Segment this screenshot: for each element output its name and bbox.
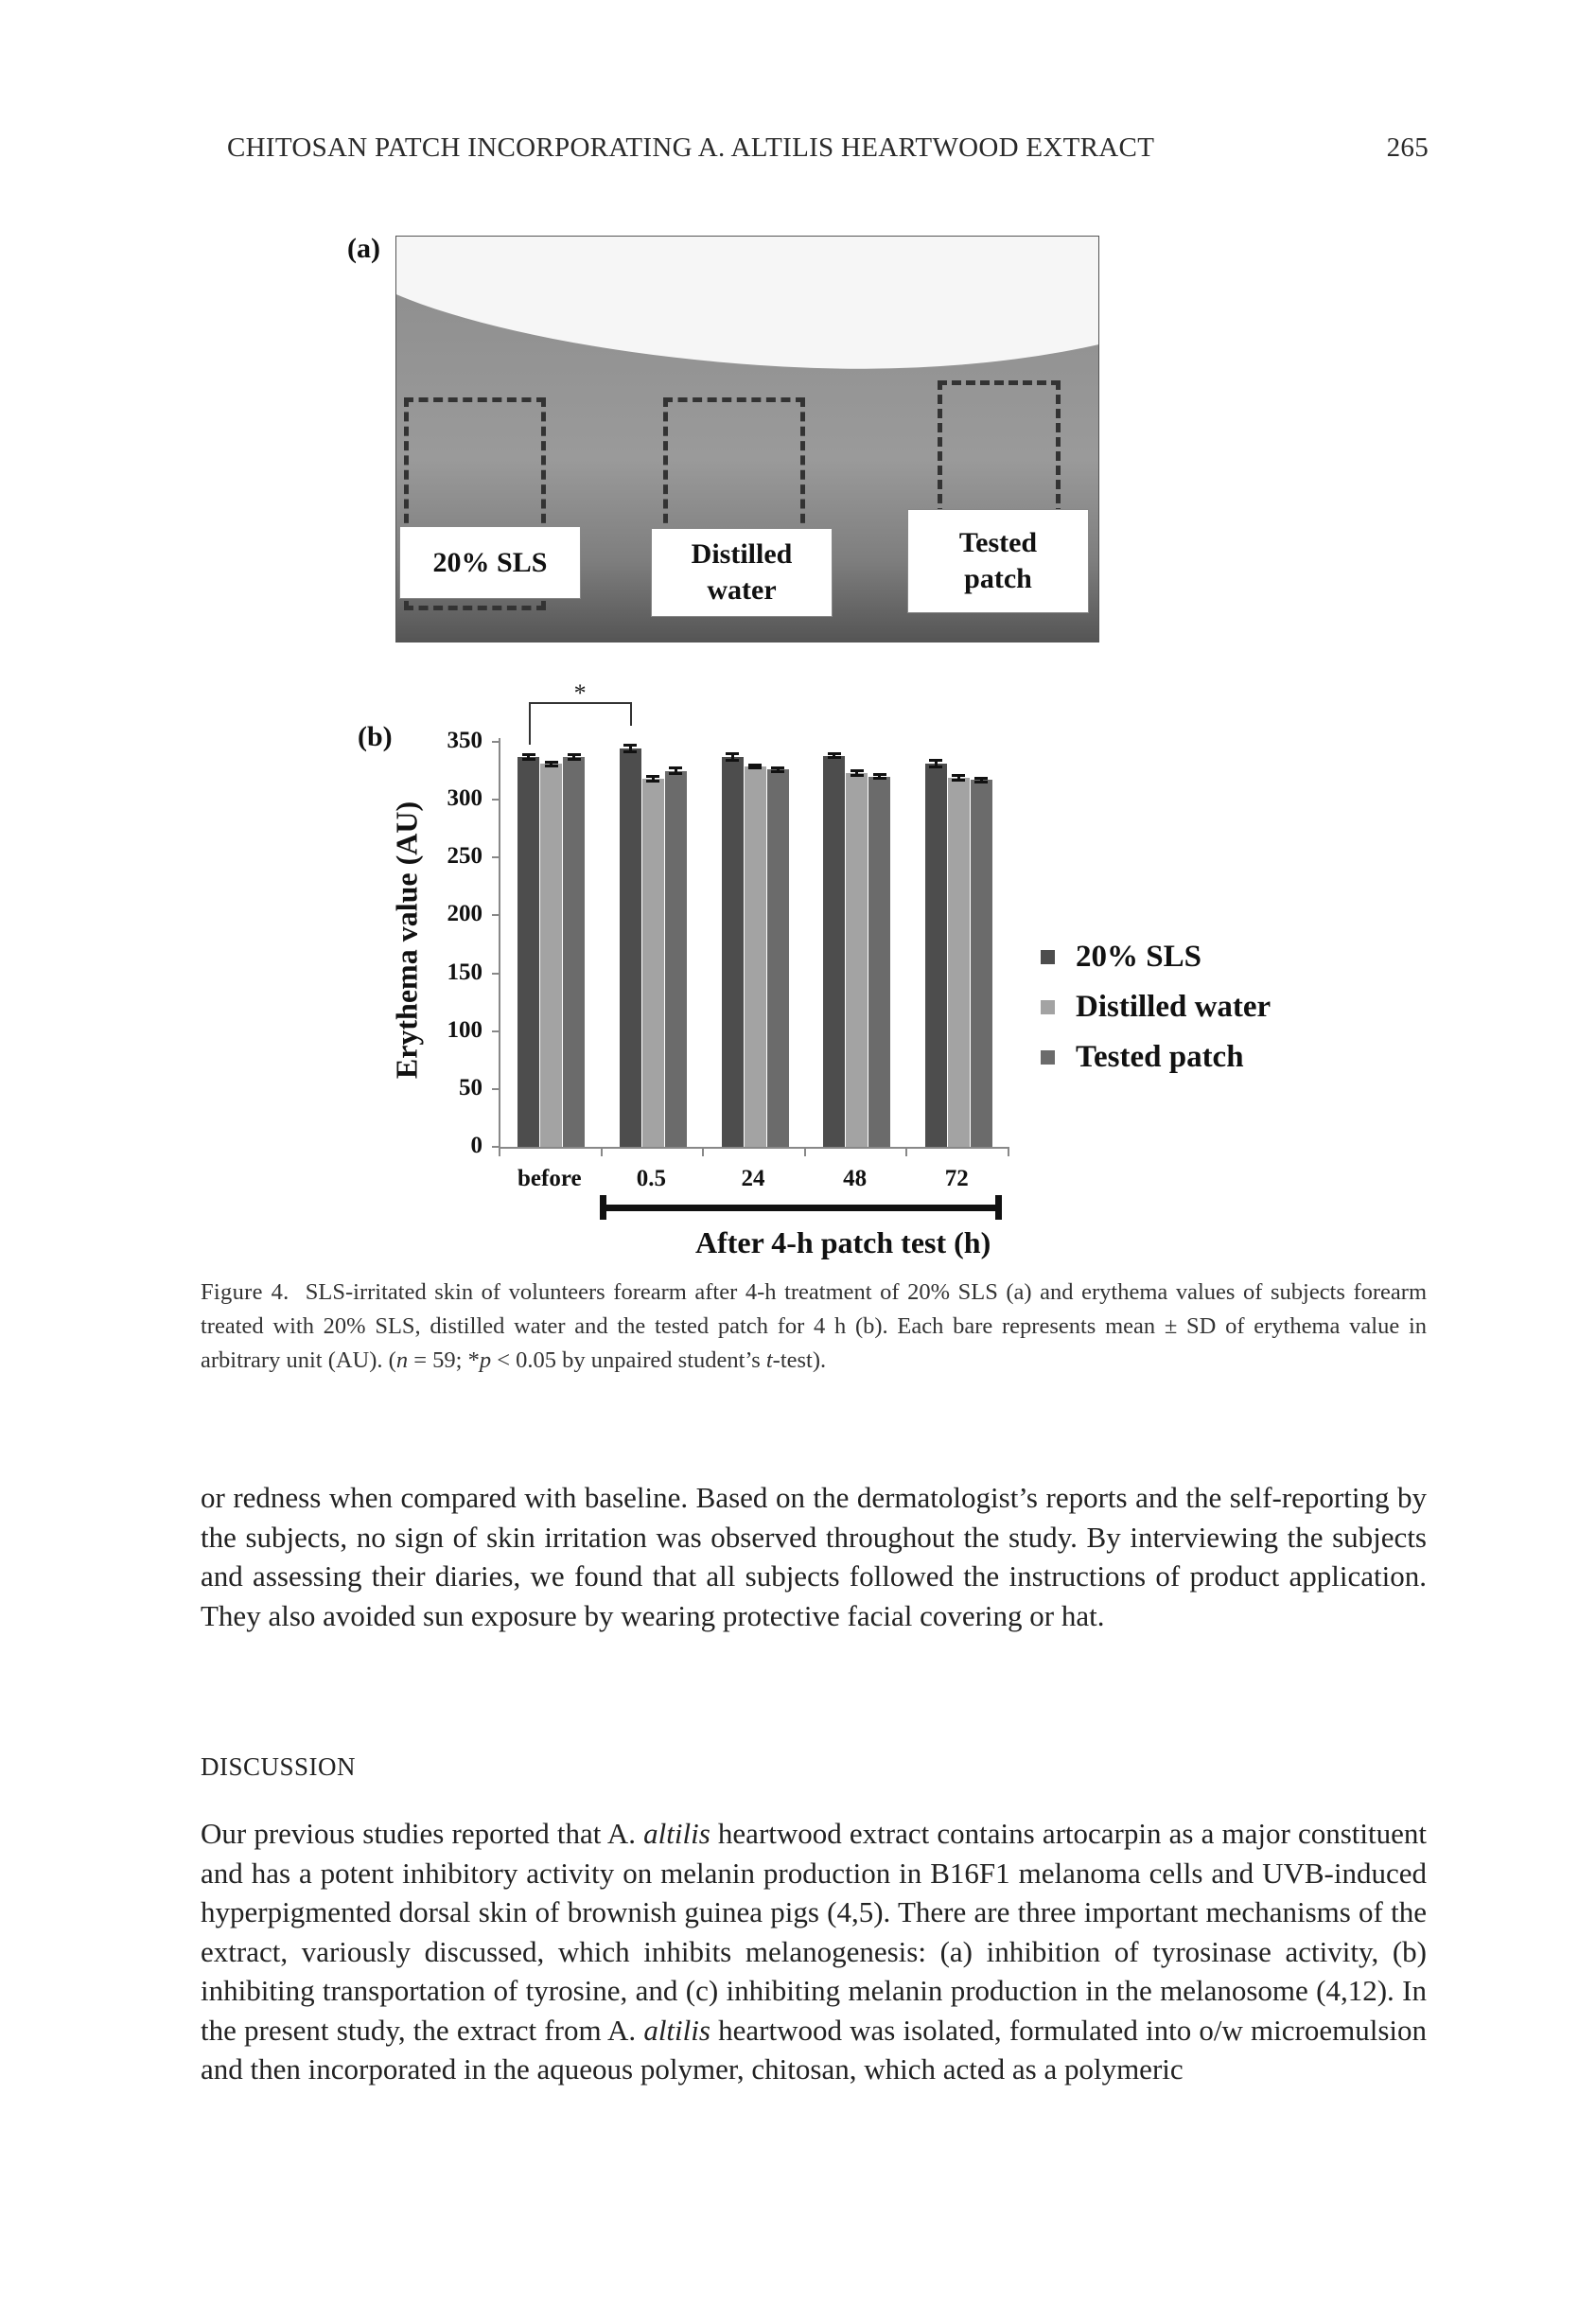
y-tick-label: 100 <box>447 1016 482 1043</box>
error-bar <box>545 761 558 767</box>
legend-item <box>1041 1032 1271 1083</box>
significance-star: * <box>573 679 587 707</box>
bar <box>722 757 744 1147</box>
time-range-bar <box>603 1205 998 1211</box>
error-bar <box>748 764 762 769</box>
bar <box>767 769 789 1147</box>
legend-label: Distilled water <box>1076 990 1272 1024</box>
x-tick <box>804 1147 806 1156</box>
error-bar <box>771 766 784 773</box>
error-bar <box>726 752 739 762</box>
y-tick-label: 50 <box>459 1074 482 1100</box>
error-bar <box>952 774 965 781</box>
caption-n: n <box>395 1347 409 1373</box>
bar <box>971 780 992 1147</box>
significance-bracket-leg <box>630 702 632 726</box>
time-range-cap <box>995 1195 1002 1220</box>
caption-p: p <box>479 1347 492 1373</box>
body-paragraph-2 <box>201 1814 1427 2089</box>
y-tick <box>492 1088 500 1090</box>
forearm-photo <box>395 236 1099 643</box>
p2-text-b: heartwood extract contains artocarpin as a major constituent and has a potent inhibitory activity on melanin production in B16F1 melanoma cells and UVB-induced hyperpigmented dorsal skin of brownish guinea pigs (4,5). There are three important mechanisms of the extract, variously discussed, which inhibits melanogenesis: (a) inhibition of tyrosinase activity, (b) inhibiting transportation of tyrosine, and (c) inhibiting melanin production in the melanosome (4,12). In the present study, the extract from A. <box>201 1817 1427 2047</box>
photo-label-water-line2: water <box>707 574 777 606</box>
y-tick <box>492 1030 500 1032</box>
body-paragraph-1: or redness when compared with baseline. Based on the dermatologist’s reports and the self-reporting by the subjects, no sign of skin irritation was observed throughout the study. By interviewing the subjects and assessing their diaries, we found that all subjects followed the instructions of product application. They also avoided sun exposure by wearing protective facial covering or hat. <box>201 1481 1427 1632</box>
legend-item <box>1041 982 1271 1032</box>
photo-label-water-line1: Distilled <box>691 538 793 570</box>
legend-label: 20% SLS <box>1076 940 1201 974</box>
plot-area <box>500 738 1009 1147</box>
time-range-cap <box>600 1195 606 1220</box>
error-bar <box>873 773 886 780</box>
bar <box>823 756 845 1147</box>
bar <box>540 764 562 1147</box>
bar <box>620 748 641 1147</box>
x-tick-label: before <box>517 1166 582 1191</box>
error-bar <box>646 775 659 782</box>
legend-swatch-icon <box>1041 1050 1055 1065</box>
error-bar <box>669 766 682 776</box>
significance-bracket-leg <box>529 702 531 745</box>
caption-text2: = 59; * <box>408 1347 480 1373</box>
x-tick <box>1008 1147 1009 1156</box>
error-bar <box>974 777 988 783</box>
bar <box>868 777 890 1147</box>
y-tick-label: 200 <box>447 901 482 927</box>
legend-swatch-icon <box>1041 950 1055 964</box>
photo-label-tested-line2: patch <box>964 563 1032 594</box>
legend-swatch-icon <box>1041 1000 1055 1014</box>
x-tick-label: 48 <box>843 1166 868 1191</box>
photo-label-tested <box>907 509 1089 613</box>
y-tick <box>492 799 500 801</box>
bar <box>745 766 766 1147</box>
y-tick <box>492 914 500 916</box>
photo-label-sls-text: 20% SLS <box>432 546 548 578</box>
y-tick-label: 350 <box>447 728 482 753</box>
caption-lead: Figure 4. <box>201 1279 289 1305</box>
error-bar <box>929 759 942 768</box>
y-tick-label: 300 <box>447 785 482 812</box>
error-bar <box>828 752 841 759</box>
x-tick <box>499 1147 500 1156</box>
x-tick <box>702 1147 704 1156</box>
panel-b-label: (b) <box>358 721 393 752</box>
error-bar <box>568 753 581 760</box>
photo-background <box>395 236 1099 403</box>
legend <box>1041 932 1271 1083</box>
y-tick <box>492 741 500 743</box>
y-tick-label: 150 <box>447 959 482 985</box>
x-axis <box>499 1147 1009 1149</box>
bar <box>948 778 970 1147</box>
x-tick <box>905 1147 907 1156</box>
x-tick <box>601 1147 603 1156</box>
photo-label-water <box>651 528 833 617</box>
y-tick-label: 250 <box>447 843 482 870</box>
p2-italic-altilis-2: altilis <box>643 2013 710 2047</box>
running-head <box>227 132 1429 170</box>
x-tick-label: 72 <box>944 1166 969 1191</box>
legend-item <box>1041 932 1271 982</box>
p2-text-a: Our previous studies reported that A. <box>201 1817 644 1850</box>
caption-text: SLS-irritated skin of volunteers forearm after 4-h treatment of 20% SLS (a) and erythema values of subjects forearm treated with 20% SLS, distilled water and the tested patch for 4 h (b). Each bare represents mean ± SD of erythema value in arbitrary unit (AU). ( <box>201 1279 1428 1373</box>
legend-label: Tested patch <box>1076 1040 1244 1074</box>
bar <box>642 779 664 1147</box>
y-tick <box>492 973 500 975</box>
running-head-title: CHITOSAN PATCH INCORPORATING A. ALTILIS HEARTWOOD EXTRACT <box>227 132 1155 163</box>
error-bar <box>851 769 864 776</box>
error-bar <box>623 744 637 753</box>
error-bar <box>522 753 535 760</box>
bar <box>925 764 947 1147</box>
y-tick-label: 0 <box>470 1133 482 1158</box>
y-axis-title: Erythema value (AU) <box>389 801 424 1080</box>
bar <box>846 773 868 1147</box>
x-axis-title: After 4-h patch test (h) <box>695 1225 991 1259</box>
caption-text4: -test). <box>772 1347 827 1373</box>
bar <box>665 771 687 1147</box>
y-tick <box>492 856 500 858</box>
erythema-bar-chart <box>360 681 1306 1268</box>
bar <box>563 757 585 1147</box>
caption-text3: < 0.05 by unpaired student’s <box>491 1347 766 1373</box>
bar <box>517 757 539 1147</box>
caption-t: t <box>765 1347 773 1373</box>
page-number: 265 <box>1386 132 1429 163</box>
photo-label-tested-line1: Tested <box>958 527 1038 558</box>
x-tick-label: 0.5 <box>636 1166 667 1191</box>
photo-label-sls <box>399 526 581 599</box>
figure-caption <box>201 1276 1427 1378</box>
x-tick-label: 24 <box>741 1166 765 1191</box>
p2-text-c: heartwood was isolated, formulated into o/w microemulsion and then incorporated in the aqueous polymer, chitosan, which acted as a polymeric <box>201 2013 1427 2086</box>
section-heading-discussion: DISCUSSION <box>201 1752 357 1781</box>
panel-a-label: (a) <box>347 233 380 264</box>
p2-italic-altilis-1: altilis <box>643 1817 710 1850</box>
